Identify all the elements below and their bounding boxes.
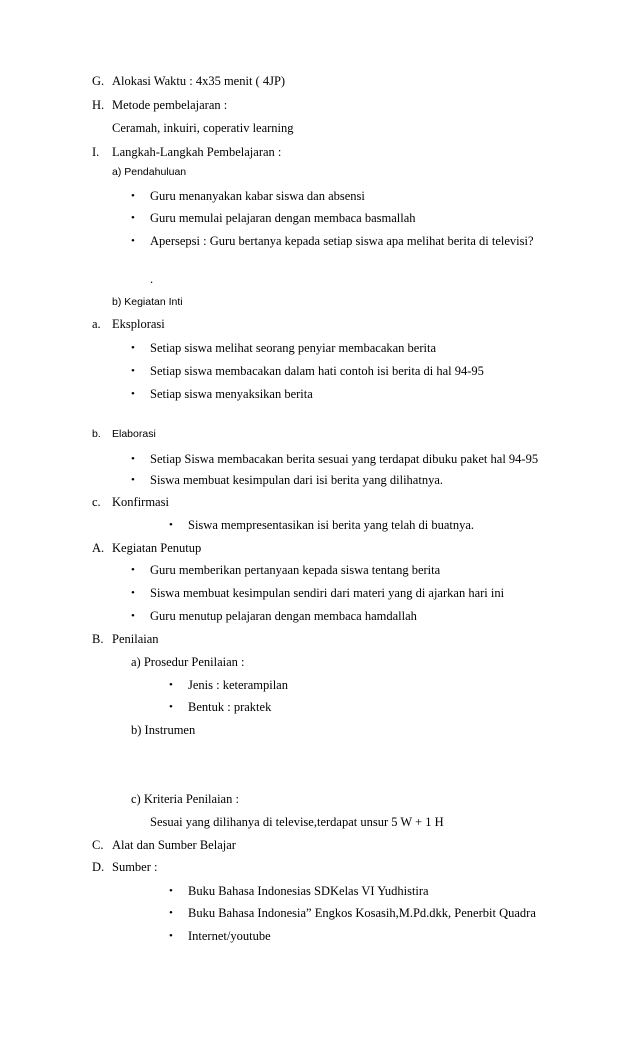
bullet: •	[169, 907, 173, 919]
section-d-label: D.	[92, 860, 105, 874]
bullet: •	[131, 587, 135, 599]
list-item: Siswa mempresentasikan isi berita yang telah di buatnya.	[188, 518, 475, 532]
pendahuluan-heading: a) Pendahuluan	[112, 166, 187, 178]
list-item: Guru menanyakan kabar siswa dan absensi	[150, 189, 365, 203]
list-item: Guru memberikan pertanyaan kepada siswa tentang berita	[150, 563, 441, 577]
section-i-label: I.	[92, 145, 100, 159]
bullet: •	[131, 453, 135, 465]
bullet: •	[169, 519, 173, 531]
list-item: Apersepsi : Guru bertanya kepada setiap siswa apa melihat berita di televisi?	[150, 234, 534, 248]
section-d-text: Sumber :	[112, 860, 158, 874]
prosedur-heading: a) Prosedur Penilaian :	[131, 655, 245, 669]
section-g-label: G.	[92, 74, 105, 88]
list-item: Setiap siswa membacakan dalam hati contoh isi berita di hal 94-95	[150, 364, 484, 378]
list-item: Internet/youtube	[188, 929, 271, 943]
list-item: Setiap siswa menyaksikan berita	[150, 387, 313, 401]
kriteria-heading: c) Kriteria Penilaian :	[131, 792, 239, 806]
eksplorasi-heading: Eksplorasi	[112, 317, 165, 331]
section-a-text: Kegiatan Penutup	[112, 541, 202, 555]
elaborasi-heading: Elaborasi	[112, 428, 156, 440]
section-c-label: C.	[92, 838, 104, 852]
bullet: •	[131, 610, 135, 622]
bullet: •	[169, 679, 173, 691]
bullet: •	[169, 930, 173, 942]
section-b-label: B.	[92, 632, 104, 646]
bullet: •	[131, 190, 135, 202]
section-h-subtext: Ceramah, inkuiri, coperativ learning	[112, 121, 294, 135]
elaborasi-label: b.	[92, 428, 101, 440]
list-item: Jenis : keterampilan	[188, 678, 288, 692]
bullet: •	[169, 885, 173, 897]
list-item: Setiap siswa melihat seorang penyiar membacakan berita	[150, 341, 437, 355]
instrumen-heading: b) Instrumen	[131, 723, 196, 737]
konfirmasi-label: c.	[92, 495, 101, 509]
section-i-text: Langkah-Langkah Pembelajaran :	[112, 145, 282, 159]
kriteria-text: Sesuai yang dilihanya di televise,terdapat unsur 5 W + 1 H	[150, 815, 444, 829]
bullet: •	[131, 342, 135, 354]
bullet: •	[131, 388, 135, 400]
list-item: Guru menutup pelajaran dengan membaca hamdallah	[150, 609, 417, 623]
bullet: •	[131, 235, 135, 247]
list-item: Siswa membuat kesimpulan dari isi berita yang dilihatnya.	[150, 473, 443, 487]
bullet: •	[131, 474, 135, 486]
list-item: Bentuk : praktek	[188, 700, 272, 714]
section-h-text: Metode pembelajaran :	[112, 98, 228, 112]
eksplorasi-label: a.	[92, 317, 101, 331]
bullet: •	[131, 365, 135, 377]
list-item: Setiap Siswa membacakan berita sesuai yang terdapat dibuku paket hal 94-95	[150, 452, 539, 466]
section-g-text: Alokasi Waktu : 4x35 menit ( 4JP)	[112, 74, 286, 88]
kegiatan-inti-heading: b) Kegiatan Inti	[112, 296, 183, 308]
section-b-text: Penilaian	[112, 632, 159, 646]
list-item: Siswa membuat kesimpulan sendiri dari materi yang di ajarkan hari ini	[150, 586, 505, 600]
list-continuation-dot: .	[150, 272, 154, 286]
section-c-text: Alat dan Sumber Belajar	[112, 838, 236, 852]
list-item: Buku Bahasa Indonesia” Engkos Kosasih,M.Pd.dkk, Penerbit Quadra	[188, 906, 536, 920]
konfirmasi-heading: Konfirmasi	[112, 495, 169, 509]
section-a-label: A.	[92, 541, 105, 555]
section-h-label: H.	[92, 98, 105, 112]
bullet: •	[169, 701, 173, 713]
list-item: Guru memulai pelajaran dengan membaca basmallah	[150, 211, 416, 225]
list-item: Buku Bahasa Indonesias SDKelas VI Yudhistira	[188, 884, 429, 898]
bullet: •	[131, 212, 135, 224]
bullet: •	[131, 564, 135, 576]
